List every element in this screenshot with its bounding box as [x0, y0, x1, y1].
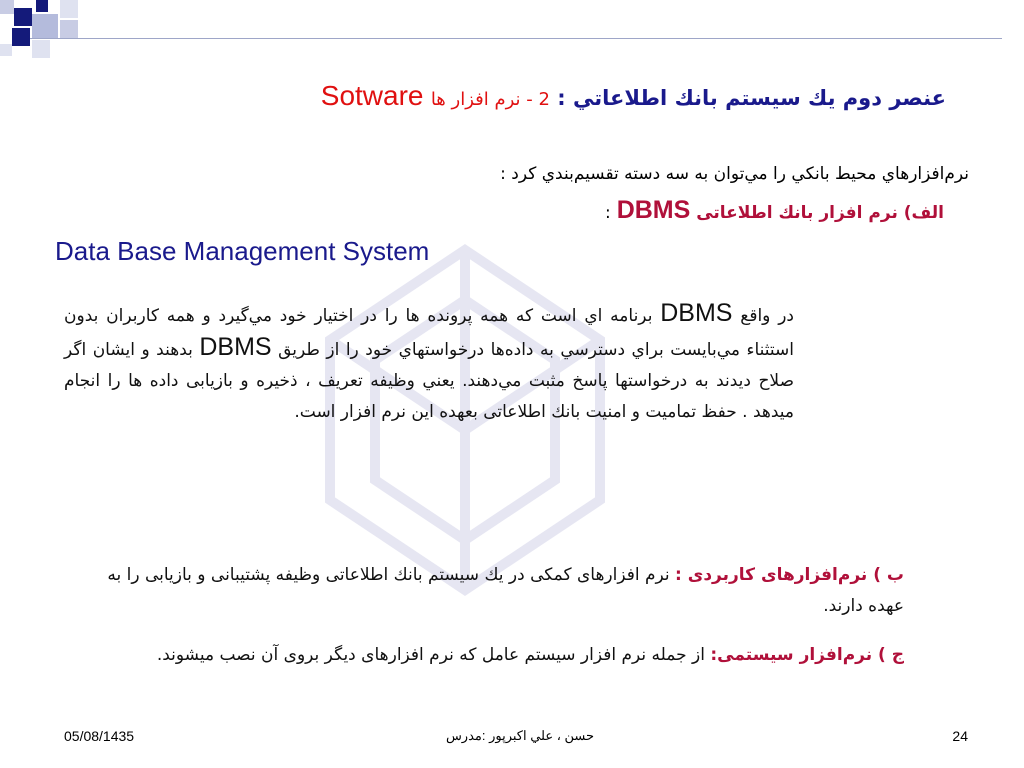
word-anagement: anagement: [205, 236, 343, 266]
footer-page-number: 24: [952, 728, 968, 744]
title-number: 2 - نرم افزار ها: [430, 89, 550, 110]
para-part2: برنامه اي است كه همه پرونده ها را در اختيار خود مي‌گيرد و همه كاربران بدون استثناء مي‌بايست براي دسترسي به داده‌ها درخواستهاي خود را از طريق: [64, 306, 794, 360]
word-ystem: ystem: [360, 236, 430, 266]
para-dbms-2: DBMS: [199, 333, 272, 361]
heading-dbms-label: الف) نرم افزار بانك اطلاعاتی: [696, 203, 944, 223]
letter-d: D: [55, 236, 74, 266]
heading-dbms-abbr: DBMS: [616, 196, 691, 224]
header-rule: [30, 38, 1002, 39]
title-english: Sotware: [320, 80, 424, 111]
bullet-system-software: [74, 640, 904, 671]
dbms-expansion: [55, 236, 575, 267]
heading-dbms: [384, 196, 944, 225]
slide-title: [246, 80, 946, 112]
title-main: عنصر دوم يك سيستم بانك اطلاعاتي :: [557, 86, 946, 110]
bullet-application-software: [74, 560, 904, 622]
bullet-text: از جمله نرم افزار سيستم عامل كه نرم افزارهای ديگر بروی آن نصب ميشوند.: [156, 645, 711, 665]
dbms-paragraph: [64, 298, 794, 428]
letter-s: S: [342, 236, 360, 266]
footer-author: حسن ، علي اكبرپور :مدرس: [445, 728, 595, 743]
bullet-label: ج ) نرم‌افزار سيستمی:: [710, 645, 904, 665]
letter-m: M: [183, 236, 206, 266]
bullet-text: نرم افزارهای كمكی در يك سيستم بانك اطلاعاتی وظيفه پشتيبانی و بازيابی را به عهده دارند.: [107, 565, 904, 616]
intro-line: نرم‌افزارهاي محيط بانكي را مي‌توان به سه دسته تقسيم‌بندي كرد :: [500, 164, 969, 184]
word-ata: ata: [73, 236, 118, 266]
footer-date: 05/08/1435: [64, 728, 135, 744]
para-part3: بدهند و ايشان اگر صلاح ديدند به درخواستها پاسخ مثبت مي‌دهند. يعني وظيفه تعريف ، ذخيره و بازيابی داده ها را انجام ميدهد . حفظ تماميت و امنيت بانك اطلاعاتی بعهده اين نرم افزار است.: [64, 340, 794, 422]
bullet-label: ب ) نرم‌افزارهای كاربردی :: [675, 565, 904, 585]
para-dbms-1: DBMS: [660, 299, 733, 327]
heading-dbms-colon: :: [605, 203, 611, 223]
para-part1: در واقع: [740, 306, 794, 326]
word-ase: ase: [134, 236, 184, 266]
letter-b: B: [117, 236, 135, 266]
